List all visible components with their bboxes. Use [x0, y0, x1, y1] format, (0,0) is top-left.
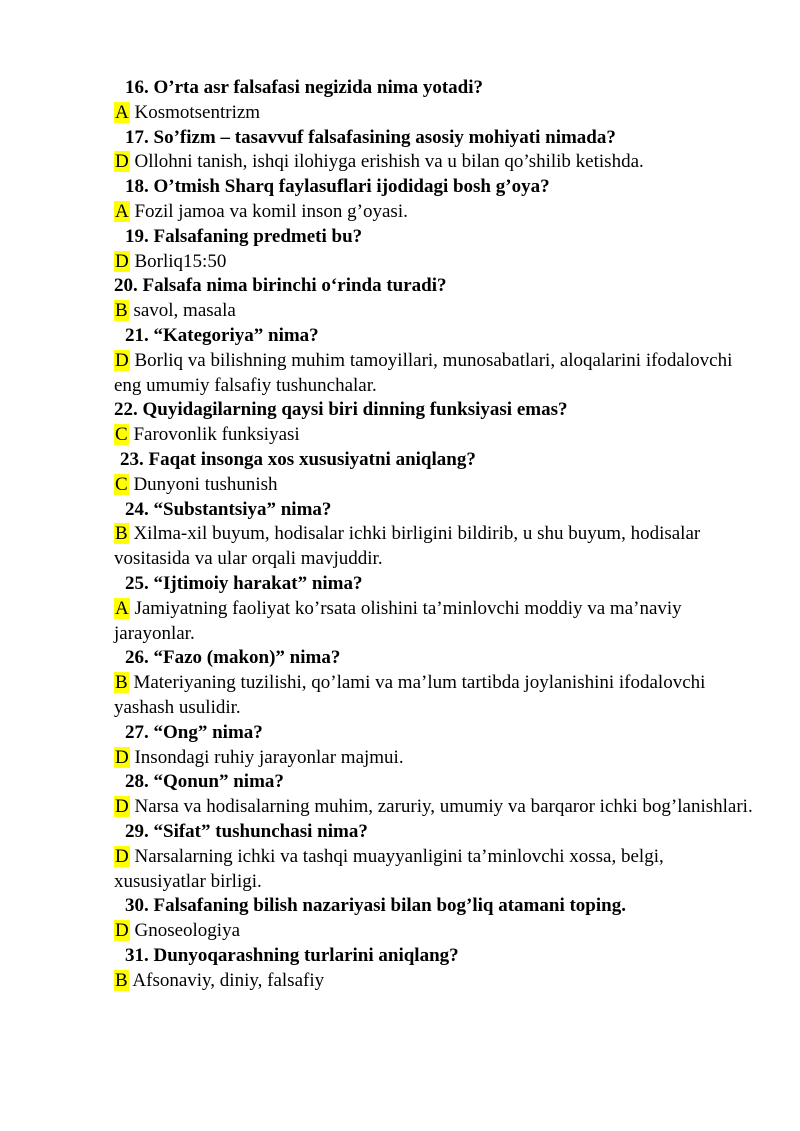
question-20: 20. Falsafa nima birinchi o‘rinda turadi? — [114, 275, 447, 297]
question-18: 18. O’tmish Sharq faylasuflari ijodidagi bosh g’oya? — [125, 176, 550, 198]
answer-30 — [114, 919, 754, 944]
answer-text: Jamiyatning faoliyat ko’rsata olishini ta’minlovchi moddiy va ma’naviy jarayonlar. — [114, 597, 682, 644]
answer-text: Fozil jamoa va komil inson g’oyasi. — [134, 200, 408, 222]
answer-letter: D — [115, 746, 129, 768]
answer-text: Materiyaning tuzilishi, qo’lami va ma’lum tartibda joylanishini ifodalovchi yashash usulidir. — [114, 672, 706, 718]
answer-text: Borliq va bilishning muhim tamoyillari, munosabatlari, aloqalarini ifodalovchi eng umumiy falsafiy tushunchalar. — [114, 349, 733, 396]
answer-text: Xilma-xil buyum, hodisalar ichki birligini bildirib, u shu buyum, hodisalar vositasida va ular orqali mavjuddir. — [114, 523, 701, 570]
answer-31 — [114, 969, 754, 994]
answer-28 — [114, 795, 754, 820]
answer-text: Dunyoni tushunish — [133, 473, 278, 495]
answer-text: Insondagi ruhiy jarayonlar majmui. — [134, 746, 404, 768]
answer-text: Afsonaviy, diniy, falsafiy — [132, 969, 325, 991]
answer-letter: B — [115, 523, 128, 545]
question-26: 26. “Fazo (makon)” nima? — [125, 647, 341, 669]
answer-letter: D — [115, 250, 129, 272]
question-27: 27. “Ong” nima? — [125, 721, 263, 743]
answer-letter: A — [115, 101, 129, 123]
answer-letter: D — [115, 151, 129, 173]
answer-letter: B — [115, 672, 128, 694]
document-page — [114, 76, 754, 993]
answer-27 — [114, 746, 754, 771]
answer-letter: D — [115, 920, 129, 942]
question-28: 28. “Qonun” nima? — [125, 771, 284, 793]
answer-16 — [114, 101, 754, 126]
answer-letter: D — [115, 349, 129, 371]
answer-22 — [114, 423, 754, 448]
question-29: 29. “Sifat” tushunchasi nima? — [125, 820, 368, 842]
answer-letter: D — [115, 845, 129, 867]
answer-text: Kosmotsentrizm — [134, 101, 261, 123]
question-24: 24. “Substantsiya” nima? — [125, 498, 332, 520]
answer-letter: C — [115, 424, 128, 446]
answer-25 — [114, 597, 754, 647]
answer-text: Borliq15:50 — [134, 250, 227, 272]
question-21: 21. “Kategoriya” nima? — [125, 324, 319, 346]
question-25: 25. “Ijtimoiy harakat” nima? — [125, 572, 363, 594]
answer-24 — [114, 522, 754, 572]
answer-20 — [114, 299, 754, 324]
answer-23 — [114, 473, 754, 498]
answer-text: Gnoseologiya — [134, 920, 241, 942]
question-16: 16. O’rta asr falsafasi negizida nima yotadi? — [125, 77, 484, 98]
answer-19 — [114, 250, 754, 275]
question-23: 23. Faqat insonga xos xususiyatni aniqlang? — [120, 448, 476, 470]
answer-letter: A — [115, 597, 129, 619]
answer-text: Narsalarning ichki va tashqi muayyanligini ta’minlovchi xossa, belgi, xususiyatlar birligi. — [114, 845, 664, 892]
answer-letter: B — [115, 300, 128, 322]
answer-text: Farovonlik funksiyasi — [133, 424, 300, 446]
question-22: 22. Quyidagilarning qaysi biri dinning funksiyasi emas? — [114, 399, 568, 421]
answer-26 — [114, 671, 754, 721]
answer-letter: B — [115, 969, 128, 991]
question-19: 19. Falsafaning predmeti bu? — [125, 225, 363, 247]
answer-text: savol, masala — [133, 300, 236, 322]
answer-18 — [114, 200, 754, 225]
question-30: 30. Falsafaning bilish nazariyasi bilan bog’liq atamani toping. — [125, 895, 626, 917]
answer-29 — [114, 845, 754, 895]
answer-letter: C — [115, 473, 128, 495]
answer-text: Narsa va hodisalarning muhim, zaruriy, umumiy va barqaror ichki bog’lanishlari. — [134, 796, 753, 818]
answer-letter: D — [115, 796, 129, 818]
question-31: 31. Dunyoqarashning turlarini aniqlang? — [125, 944, 459, 966]
answer-21 — [114, 349, 754, 399]
answer-letter: A — [115, 200, 129, 222]
answer-text: Ollohni tanish, ishqi ilohiyga erishish va u bilan qo’shilib ketishda. — [134, 151, 644, 173]
answer-17 — [114, 150, 754, 175]
question-17: 17. So’fizm – tasavvuf falsafasining asosiy mohiyati nimada? — [125, 126, 616, 148]
